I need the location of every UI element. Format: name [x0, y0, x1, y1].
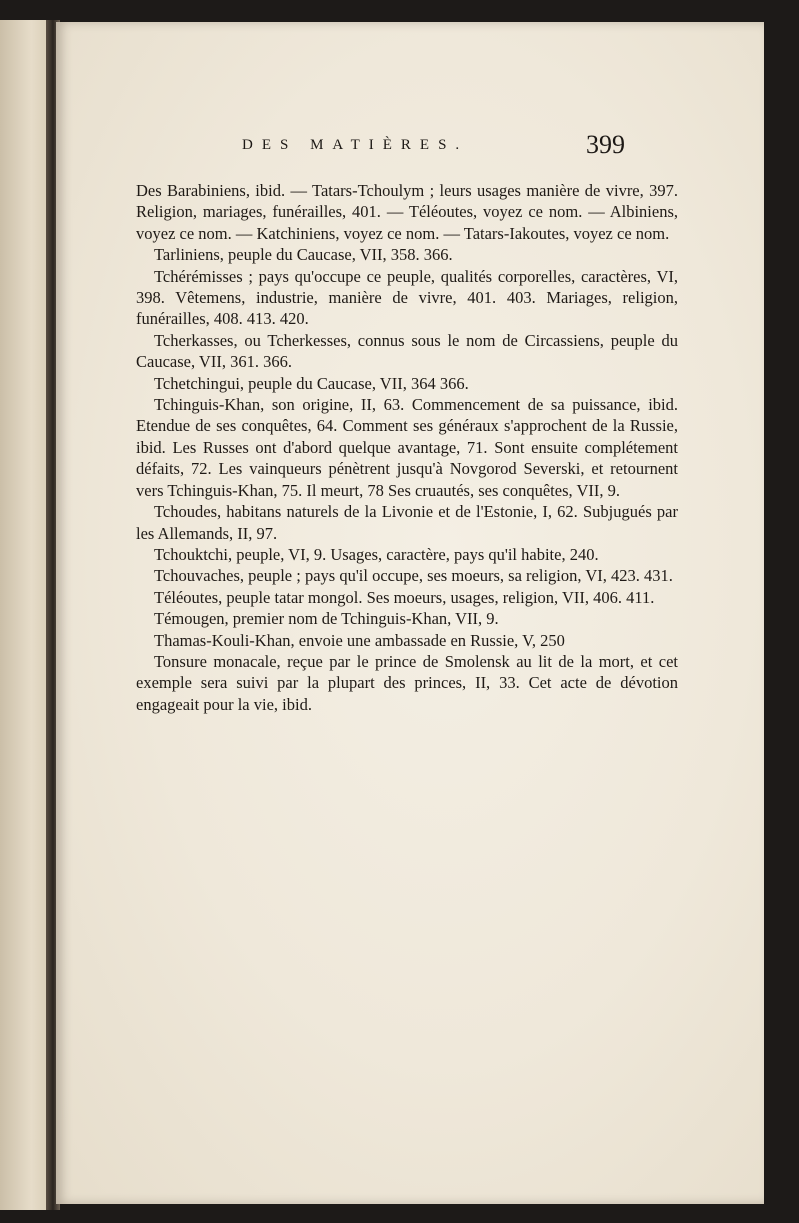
- index-entry-tchetchingui: Tchetchingui, peuple du Caucase, VII, 364 366.: [154, 373, 469, 393]
- index-entry-teleoutes: Téléoutes, peuple tatar mongol. Ses moeurs, usages, religion, VII, 406. 411.: [154, 587, 655, 607]
- index-text: [136, 180, 678, 715]
- page-number: 399: [586, 130, 625, 159]
- index-entry-tchoudes: Tchoudes, habitans naturels de la Livonie et de l'Estonie, I, 62. Subjugués par les Allemands, II, 97.: [136, 502, 678, 543]
- index-entry-tarliniens: Tarliniens, peuple du Caucase, VII, 358. 366.: [154, 245, 453, 265]
- index-entry-tcherkasses: Tcherkasses, ou Tcherkesses, connus sous le nom de Circassiens, peuple du Caucase, VII, 361. 366.: [136, 330, 678, 372]
- index-entry-temougen: Témougen, premier nom de Tchinguis-Khan, VII, 9.: [154, 609, 499, 629]
- index-entry-thamas-kouli-khan: Thamas-Kouli-Khan, envoie une ambassade en Russie, V, 250: [154, 630, 565, 650]
- index-entry-tchouktchi: Tchouktchi, peuple, VI, 9. Usages, caractère, pays qu'il habite, 240.: [154, 544, 599, 564]
- index-entry-tchouvaches: Tchouvaches, peuple ; pays qu'il occupe, ses moeurs, sa religion, VI, 423. 431.: [154, 566, 673, 586]
- index-entry-tcheremisses: Tchérémisses ; pays qu'occupe ce peuple, qualités corporelles, caractères, VI, 398. Vêtemens, industrie, manière de vivre, 401. 403. Mariages, religion, funérailles, 408. 413. 420.: [136, 266, 678, 329]
- book-page: [56, 22, 764, 1204]
- index-entry-barabiniens: Des Barabiniens, ibid. — Tatars-Tchoulym ; leurs usages manière de vivre, 397. Religion, mariages, funérailles, 401. — Téléoutes, voyez ce nom. — Albiniens, voyez ce nom. — Katchiniens, voyez ce nom. — Tatars-Iakoutes, voyez ce nom.: [136, 181, 678, 243]
- index-entry-tchinguis-khan: Tchinguis-Khan, son origine, II, 63. Commencement de sa puissance, ibid. Etendue de ses conquêtes, 64. Comment ses généraux s'approchent de la Russie, ibid. Les Russes ont d'abord quelque avantage, 71. Sont ensuite complétement défaits, 72. Les vainqueurs pénètrent jusqu'à Novgorod Severski, et retournent vers Tchinguis-Khan, 75. Il meurt, 78 Ses cruautés, ses conquêtes, VII, 9.: [136, 395, 678, 500]
- running-head-title: DES MATIÈRES.: [242, 137, 469, 153]
- index-entry-tonsure: Tonsure monacale, reçue par le prince de Smolensk au lit de la mort, et cet exemple sera suivi par la plupart des princes, II, 33. Cet acte de dévotion engageait pour la vie, ibid.: [136, 651, 678, 714]
- running-head: [56, 122, 764, 162]
